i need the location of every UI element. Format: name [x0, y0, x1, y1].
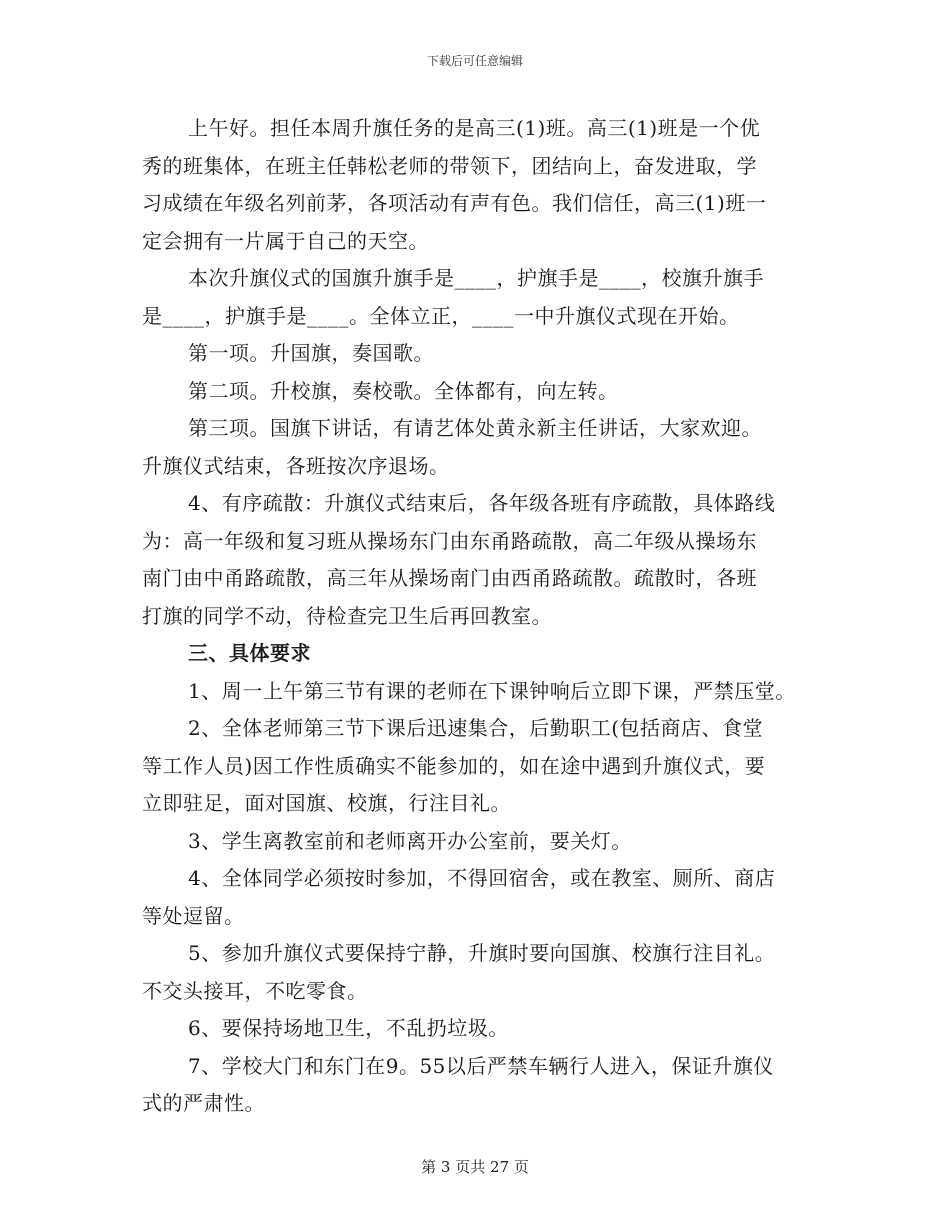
text-line: 6、要保持场地卫生，不乱扔垃圾。 [188, 1016, 509, 1040]
text-line: 秀的班集体，在班主任韩松老师的带领下，团结向上，奋发进取，学 [142, 153, 757, 178]
page-footer: 第 3 页共 27 页 [421, 1158, 529, 1176]
text-line: 1、周一上午第三节有课的老师在下课钟响后立即下课，严禁压堂。 [188, 678, 796, 703]
text-line: 4、有序疏散：升旗仪式结束后，各年级各班有序疏散，具体路线 [188, 491, 776, 515]
text-line: 打旗的同学不动，待检查完卫生后再回教室。 [142, 603, 552, 628]
text-line: 南门由中甬路疏散，高三年从操场南门由西甬路疏散。疏散时，各班 [142, 566, 757, 590]
text-line: 定会拥有一片属于自己的天空。 [142, 228, 429, 253]
page-header: 下载后可任意编辑 [426, 54, 523, 68]
text-line: 第三项。国旗下讲话，有请艺体处黄永新主任讲话，大家欢迎。 [188, 416, 762, 440]
text-line: 式的严肃性。 [142, 1091, 265, 1115]
section-heading: 三、具体要求 [188, 641, 311, 665]
text-line: 4、全体同学必须按时参加，不得回宿舍，或在教室、厕所、商店 [188, 866, 776, 890]
text-line: 2、全体老师第三节下课后迅速集合，后勤职工(包括商店、食堂 [188, 716, 764, 740]
text-line: 第二项。升校旗，奏校歌。全体都有，向左转。 [188, 378, 619, 403]
text-line: 本次升旗仪式的国旗升旗手是____，护旗手是____，校旗升旗手 [188, 266, 764, 290]
text-line: 不交头接耳，不吃零食。 [142, 978, 368, 1003]
text-line: 7、学校大门和东门在9。55以后严禁车辆行人进入，保证升旗仪 [188, 1053, 774, 1078]
document-body [142, 110, 832, 1123]
text-line: 5、参加升旗仪式要保持宁静，升旗时要向国旗、校旗行注目礼。 [188, 941, 776, 965]
text-line: 等处逗留。 [142, 903, 245, 928]
text-line: 习成绩在年级名列前茅，各项活动有声有色。我们信任，高三(1)班一 [142, 191, 767, 215]
text-line: 立即驻足，面对国旗、校旗，行注目礼。 [142, 791, 511, 815]
text-line: 升旗仪式结束，各班按次序退场。 [142, 453, 450, 478]
text-line: 3、学生离教室前和老师离开办公室前，要关灯。 [188, 828, 632, 853]
text-line: 等工作人员)因工作性质确实不能参加的，如在途中遇到升旗仪式，要 [142, 753, 766, 778]
text-line: 上午好。担任本周升旗任务的是高三(1)班。高三(1)班是一个优 [188, 116, 761, 140]
text-line: 是____，护旗手是____。全体立正，____一中升旗仪式现在开始。 [142, 303, 740, 328]
text-line: 为：高一年级和复习班从操场东门由东甬路疏散，高二年级从操场东 [142, 528, 757, 553]
text-line: 第一项。升国旗，奏国歌。 [188, 341, 434, 365]
